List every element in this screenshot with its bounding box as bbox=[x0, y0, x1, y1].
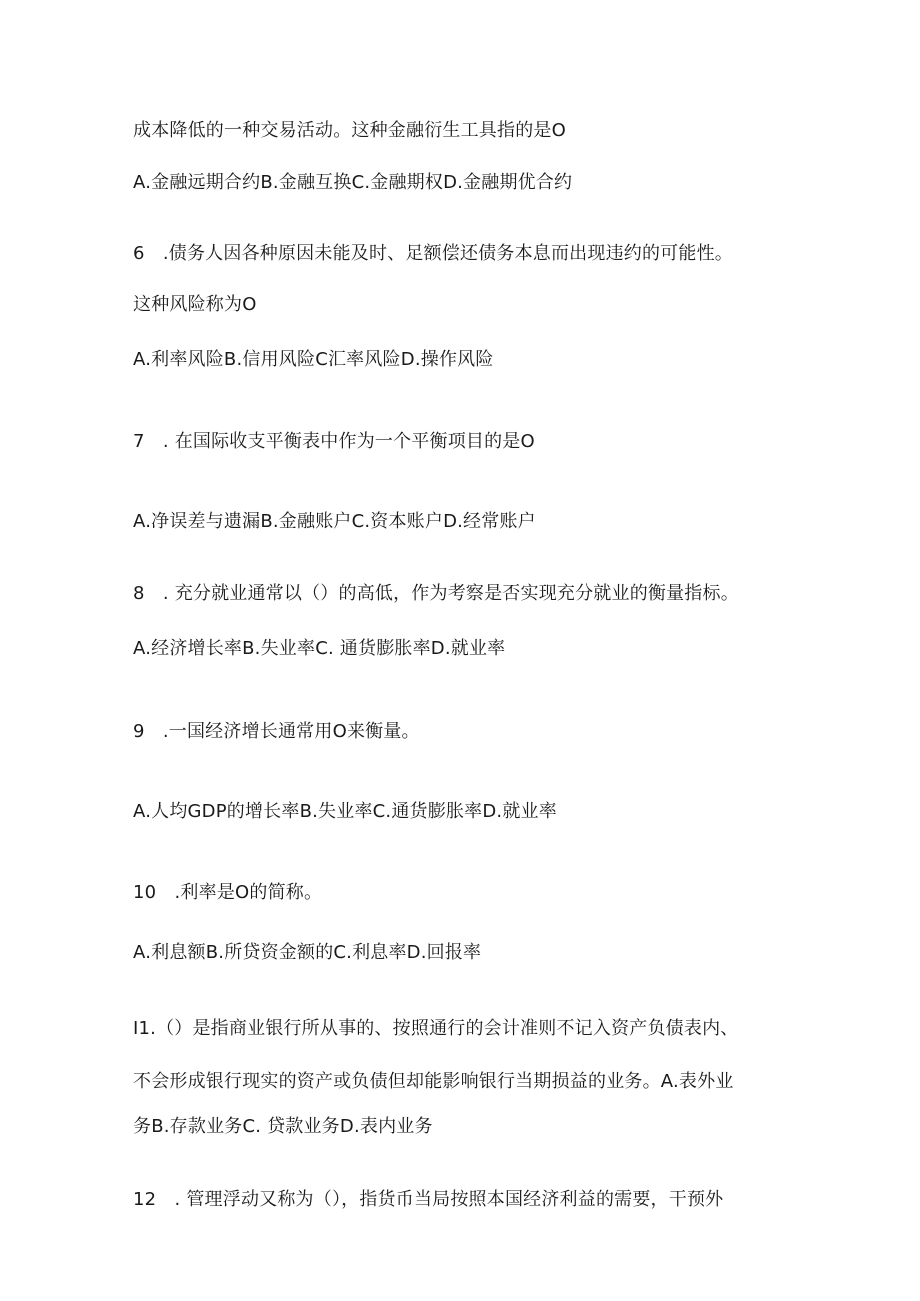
option-line: A.经济增长率B.失业率C. 通货膨胀率D.就业率 bbox=[133, 638, 506, 659]
option-line: A.人均GDP的增长率B.失业率C.通货膨胀率D.就业率 bbox=[133, 801, 557, 822]
option-line: A.金融远期合约B.金融互换C.金融期权D.金融期优合约 bbox=[133, 172, 573, 193]
text-line: 成本降低的一种交易活动。这种金融衍生工具指的是O bbox=[133, 120, 566, 141]
text-line: 不会形成银行现实的资产或负债但却能影响银行当期损益的业务。A.表外业 bbox=[133, 1071, 734, 1092]
option-line: 务B.存款业务C. 贷款业务D.表内业务 bbox=[133, 1116, 433, 1137]
question-line: 12 . 管理浮动又称为（），指货币当局按照本国经济利益的需要，干预外 bbox=[133, 1189, 724, 1210]
text-line: 这种风险称为O bbox=[133, 294, 257, 315]
option-line: A.利率风险B.信用风险C汇率风险D.操作风险 bbox=[133, 349, 494, 370]
question-line: 7 . 在国际收支平衡表中作为一个平衡项目的是O bbox=[133, 431, 535, 452]
question-line: 8 . 充分就业通常以（）的高低，作为考察是否实现充分就业的衡量指标。 bbox=[133, 583, 739, 604]
question-line: I1.（）是指商业银行所从事的、按照通行的会计准则不记入资产负债表内、 bbox=[133, 1018, 739, 1039]
option-line: A.利息额B.所贷资金额的C.利息率D.回报率 bbox=[133, 942, 482, 963]
question-line: 6 .债务人因各种原因未能及时、足额偿还债务本息而出现违约的可能性。 bbox=[133, 243, 733, 264]
option-line: A.净误差与遗漏B.金融账户C.资本账户D.经常账户 bbox=[133, 511, 536, 532]
question-line: 10 .利率是O的简称。 bbox=[133, 882, 323, 903]
question-line: 9 .一国经济增长通常用O来衡量。 bbox=[133, 721, 420, 742]
